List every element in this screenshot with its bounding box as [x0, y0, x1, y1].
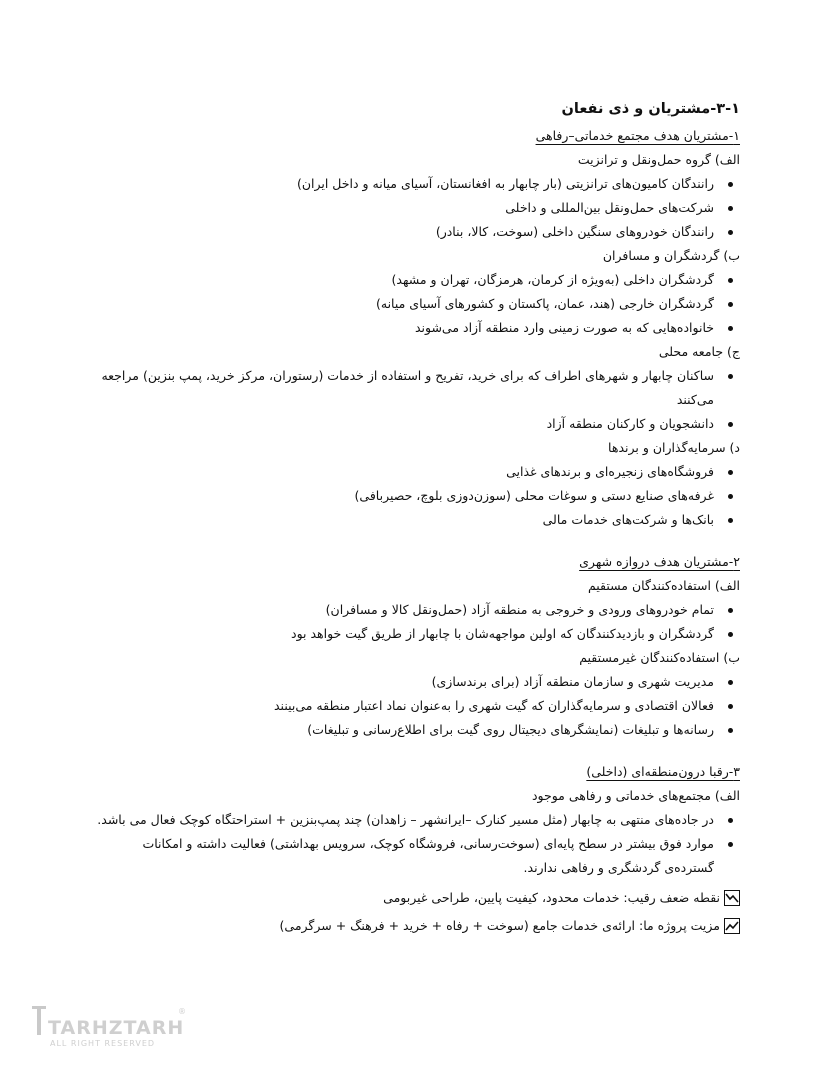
subsection-title: ۳-رقبا درون‌منطقه‌ای (داخلی) [586, 764, 740, 779]
list-item: رسانه‌ها و تبلیغات (نمایشگرهای دیجیتال روی گیت برای اطلاع‌رسانی و تبلیغات) [90, 718, 714, 742]
trend-up-icon [724, 918, 740, 934]
subsection-title: ۱-مشتریان هدف مجتمع خدماتی–رفاهی [535, 128, 740, 143]
bullet-list [90, 364, 740, 436]
list-item: شرکت‌های حمل‌ونقل بین‌المللی و داخلی [90, 196, 714, 220]
weakness-note [90, 886, 740, 910]
spacer [90, 532, 740, 550]
group-label: ب) استفاده‌کنندگان غیرمستقیم [579, 650, 740, 665]
list-item: گردشگران خارجی (هند، عمان، پاکستان و کشورهای آسیای میانه) [90, 292, 714, 316]
list-item: مدیریت شهری و سازمان منطقه آزاد (برای برندسازی) [90, 670, 714, 694]
group-label: الف) گروه حمل‌ونقل و ترانزیت [577, 152, 740, 167]
list-item: رانندگان کامیون‌های ترانزیتی (بار چابهار به افغانستان، آسیای میانه و داخل ایران) [90, 172, 714, 196]
section-2 [90, 550, 740, 742]
bullet-list [90, 670, 740, 742]
group-label: الف) مجتمع‌های خدماتی و رفاهی موجود [531, 788, 740, 803]
list-item: دانشجویان و کارکنان منطقه آزاد [90, 412, 714, 436]
list-item: موارد فوق بیشتر در سطح پایه‌ای (سوخت‌رسانی، فروشگاه کوچک، سرویس بهداشتی) فعالیت داشته و امکانات گسترده‌ی گردشگری و رفاهی ندارند. [90, 832, 714, 880]
section-3 [90, 760, 740, 938]
trend-down-icon [724, 890, 740, 906]
watermark-brand: TARHZTARH [48, 1017, 185, 1039]
notes [90, 886, 740, 938]
list-item: غرفه‌های صنایع دستی و سوغات محلی (سوزن‌دوزی بلوچ، حصیربافی) [90, 484, 714, 508]
list-item: تمام خودروهای ورودی و خروجی به منطقه آزاد (حمل‌ونقل کالا و مسافران) [90, 598, 714, 622]
list-item: فروشگاه‌های زنجیره‌ای و برندهای غذایی [90, 460, 714, 484]
bullet-list [90, 460, 740, 532]
weakness-text: نقطه ضعف رقیب: خدمات محدود، کیفیت پایین، طراحی غیربومی [383, 890, 720, 905]
document-content [90, 96, 740, 938]
list-item: خانواده‌هایی که به صورت زمینی وارد منطقه آزاد می‌شوند [90, 316, 714, 340]
list-item: ساکنان چابهار و شهرهای اطراف که برای خرید، تفریح و استفاده از خدمات (رستوران، مرکز خرید، پمپ بنزین) مراجعه می‌کنند [90, 364, 714, 412]
section-title: ۳-۱-مشتریان و ذی نفعان [561, 101, 740, 117]
list-item: فعالان اقتصادی و سرمایه‌گذاران که گیت شهری را به‌عنوان نماد اعتبار منطقه می‌بینند [90, 694, 714, 718]
watermark-tagline: ALL RIGHT RESERVED [50, 1039, 156, 1048]
list-item: گردشگران و بازدیدکنندگان که اولین مواجهه‌شان با چابهار از طریق گیت خواهد بود [90, 622, 714, 646]
bullet-list [90, 598, 740, 646]
subsection-title: ۲-مشتریان هدف دروازه شهری [579, 554, 740, 569]
watermark-registered: ® [178, 1007, 186, 1016]
advantage-text: مزیت پروژه ما: ارائه‌ی خدمات جامع (سوخت + رفاه + خرید + فرهنگ + سرگرمی) [279, 918, 720, 933]
spacer [90, 742, 740, 760]
list-item: بانک‌ها و شرکت‌های خدمات مالی [90, 508, 714, 532]
list-item: گردشگران داخلی (به‌ویژه از کرمان، هرمزگان، تهران و مشهد) [90, 268, 714, 292]
bullet-list [90, 172, 740, 244]
group-label: د) سرمایه‌گذاران و برندها [608, 440, 740, 455]
advantage-note [90, 914, 740, 938]
bullet-list [90, 268, 740, 340]
group-label: ج) جامعه محلی [658, 344, 740, 359]
list-item: در جاده‌های منتهی به چابهار (مثل مسیر کنارک –ایرانشهر – زاهدان) چند پمپ‌بنزین + استراحتگاه کوچک فعال می باشد. [90, 808, 714, 832]
section-1 [90, 124, 740, 532]
bullet-list [90, 808, 740, 880]
group-label: ب) گردشگران و مسافران [602, 248, 740, 263]
group-label: الف) استفاده‌کنندگان مستقیم [587, 578, 740, 593]
watermark-logo [28, 1000, 198, 1052]
list-item: رانندگان خودروهای سنگین داخلی (سوخت، کالا، بنادر) [90, 220, 714, 244]
